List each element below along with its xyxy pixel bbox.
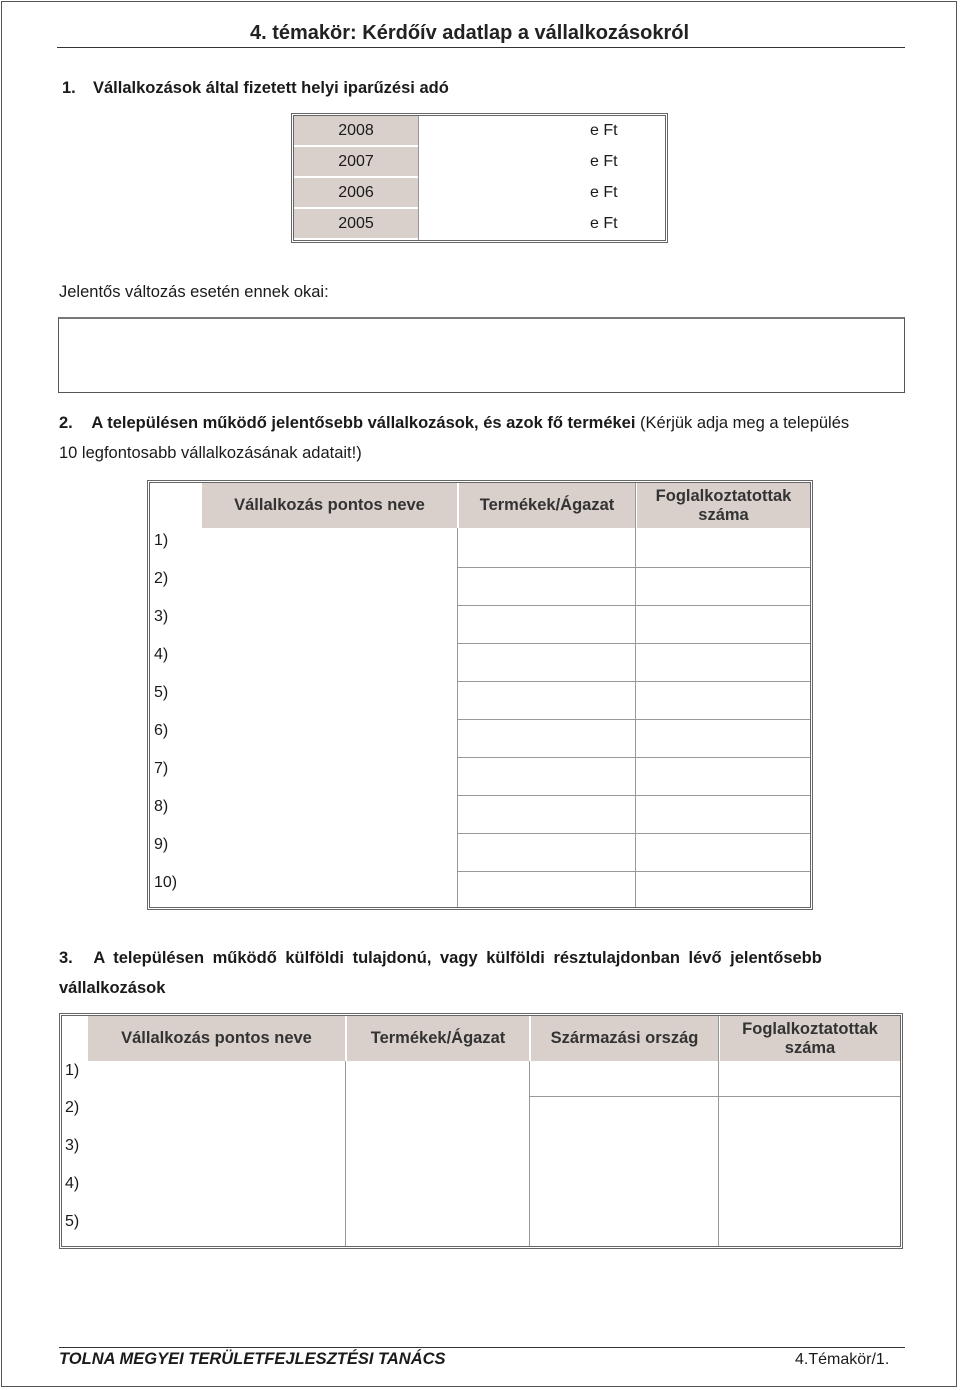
row-divider [457, 757, 810, 758]
row-divider [457, 643, 810, 644]
unit-cell[interactable]: e Ft [590, 184, 618, 201]
row-number: 10) [154, 874, 178, 891]
reason-label: Jelentős változás esetén ennek okai: [59, 283, 329, 301]
col-divider [718, 1016, 719, 1246]
unit-cell[interactable]: e Ft [590, 122, 618, 139]
header-rule [57, 47, 905, 48]
row-number: 9) [154, 836, 169, 853]
footer-rule [59, 1347, 905, 1348]
section2-line2: 10 legfontosabb vállalkozásának adatait!) [59, 444, 362, 462]
section2-title-note: (Kérjük adja meg a település [635, 414, 850, 432]
foreign-companies-table [59, 1013, 903, 1249]
header-company-name: Vállalkozás pontos neve [88, 1016, 345, 1061]
col-divider [345, 1061, 346, 1246]
row-divider [457, 795, 810, 796]
row-number: 3) [154, 608, 169, 625]
row-divider [457, 681, 810, 682]
section3-title-line1: A településen működő külföldi tulajdonú, vagy külföldi résztulajdonban lévő jelentősebb [93, 949, 822, 967]
reason-input-box[interactable] [58, 317, 905, 393]
tax-table [291, 113, 668, 243]
col-divider [635, 483, 636, 907]
row-number: 5) [154, 684, 169, 701]
row-divider [457, 833, 810, 834]
row-number: 2) [154, 570, 169, 587]
row-divider [457, 605, 810, 606]
section3-heading [59, 949, 904, 968]
table-row [294, 147, 665, 178]
row-divider [529, 1096, 900, 1097]
year-cell: 2005 [294, 209, 418, 239]
row-divider [457, 719, 810, 720]
table-row [294, 209, 665, 240]
section2-number: 2. [59, 414, 73, 432]
section2-title: A településen működő jelentősebb vállalkozások, és azok fő termékei [91, 414, 636, 432]
year-cell: 2006 [294, 178, 418, 208]
section2-heading [59, 414, 849, 433]
companies-table [147, 480, 813, 910]
header-company-name: Vállalkozás pontos neve [202, 483, 457, 528]
table-row [294, 178, 665, 209]
header-products: Termékek/Ágazat [459, 483, 635, 528]
row-number: 8) [154, 798, 169, 815]
row-number: 6) [154, 722, 169, 739]
row-number: 1) [154, 532, 169, 549]
table-row [294, 116, 665, 147]
col-divider [529, 1061, 530, 1246]
row-number: 7) [154, 760, 169, 777]
row-number: 3) [65, 1137, 80, 1154]
footer-page-ref: 4.Témakör/1. [795, 1351, 890, 1368]
header-products: Termékek/Ágazat [347, 1016, 529, 1061]
section1-number: 1. [62, 79, 76, 97]
header-origin-country: Származási ország [531, 1016, 718, 1061]
row-divider [457, 567, 810, 568]
row-number: 4) [154, 646, 169, 663]
footer-organization: TOLNA MEGYEI TERÜLETFEJLESZTÉSI TANÁCS [59, 1350, 446, 1368]
unit-cell[interactable]: e Ft [590, 215, 618, 232]
header-employees: Foglalkoztatottak száma [637, 483, 810, 528]
col-divider [457, 528, 458, 907]
section3-number: 3. [59, 949, 73, 967]
unit-cell[interactable]: e Ft [590, 153, 618, 170]
header-employees: Foglalkoztatottak száma [720, 1016, 900, 1061]
row-number: 4) [65, 1175, 80, 1192]
year-cell: 2008 [294, 116, 418, 146]
page-title: 4. témakör: Kérdőív adatlap a vállalkozásokról [250, 22, 690, 44]
year-cell: 2007 [294, 147, 418, 177]
section1-title: Vállalkozások által fizetett helyi iparűzési adó [93, 79, 449, 97]
row-number: 1) [65, 1062, 80, 1079]
section3-title-line2: vállalkozások [59, 979, 166, 997]
row-number: 5) [65, 1213, 80, 1230]
row-number: 2) [65, 1099, 80, 1116]
row-divider [457, 871, 810, 872]
